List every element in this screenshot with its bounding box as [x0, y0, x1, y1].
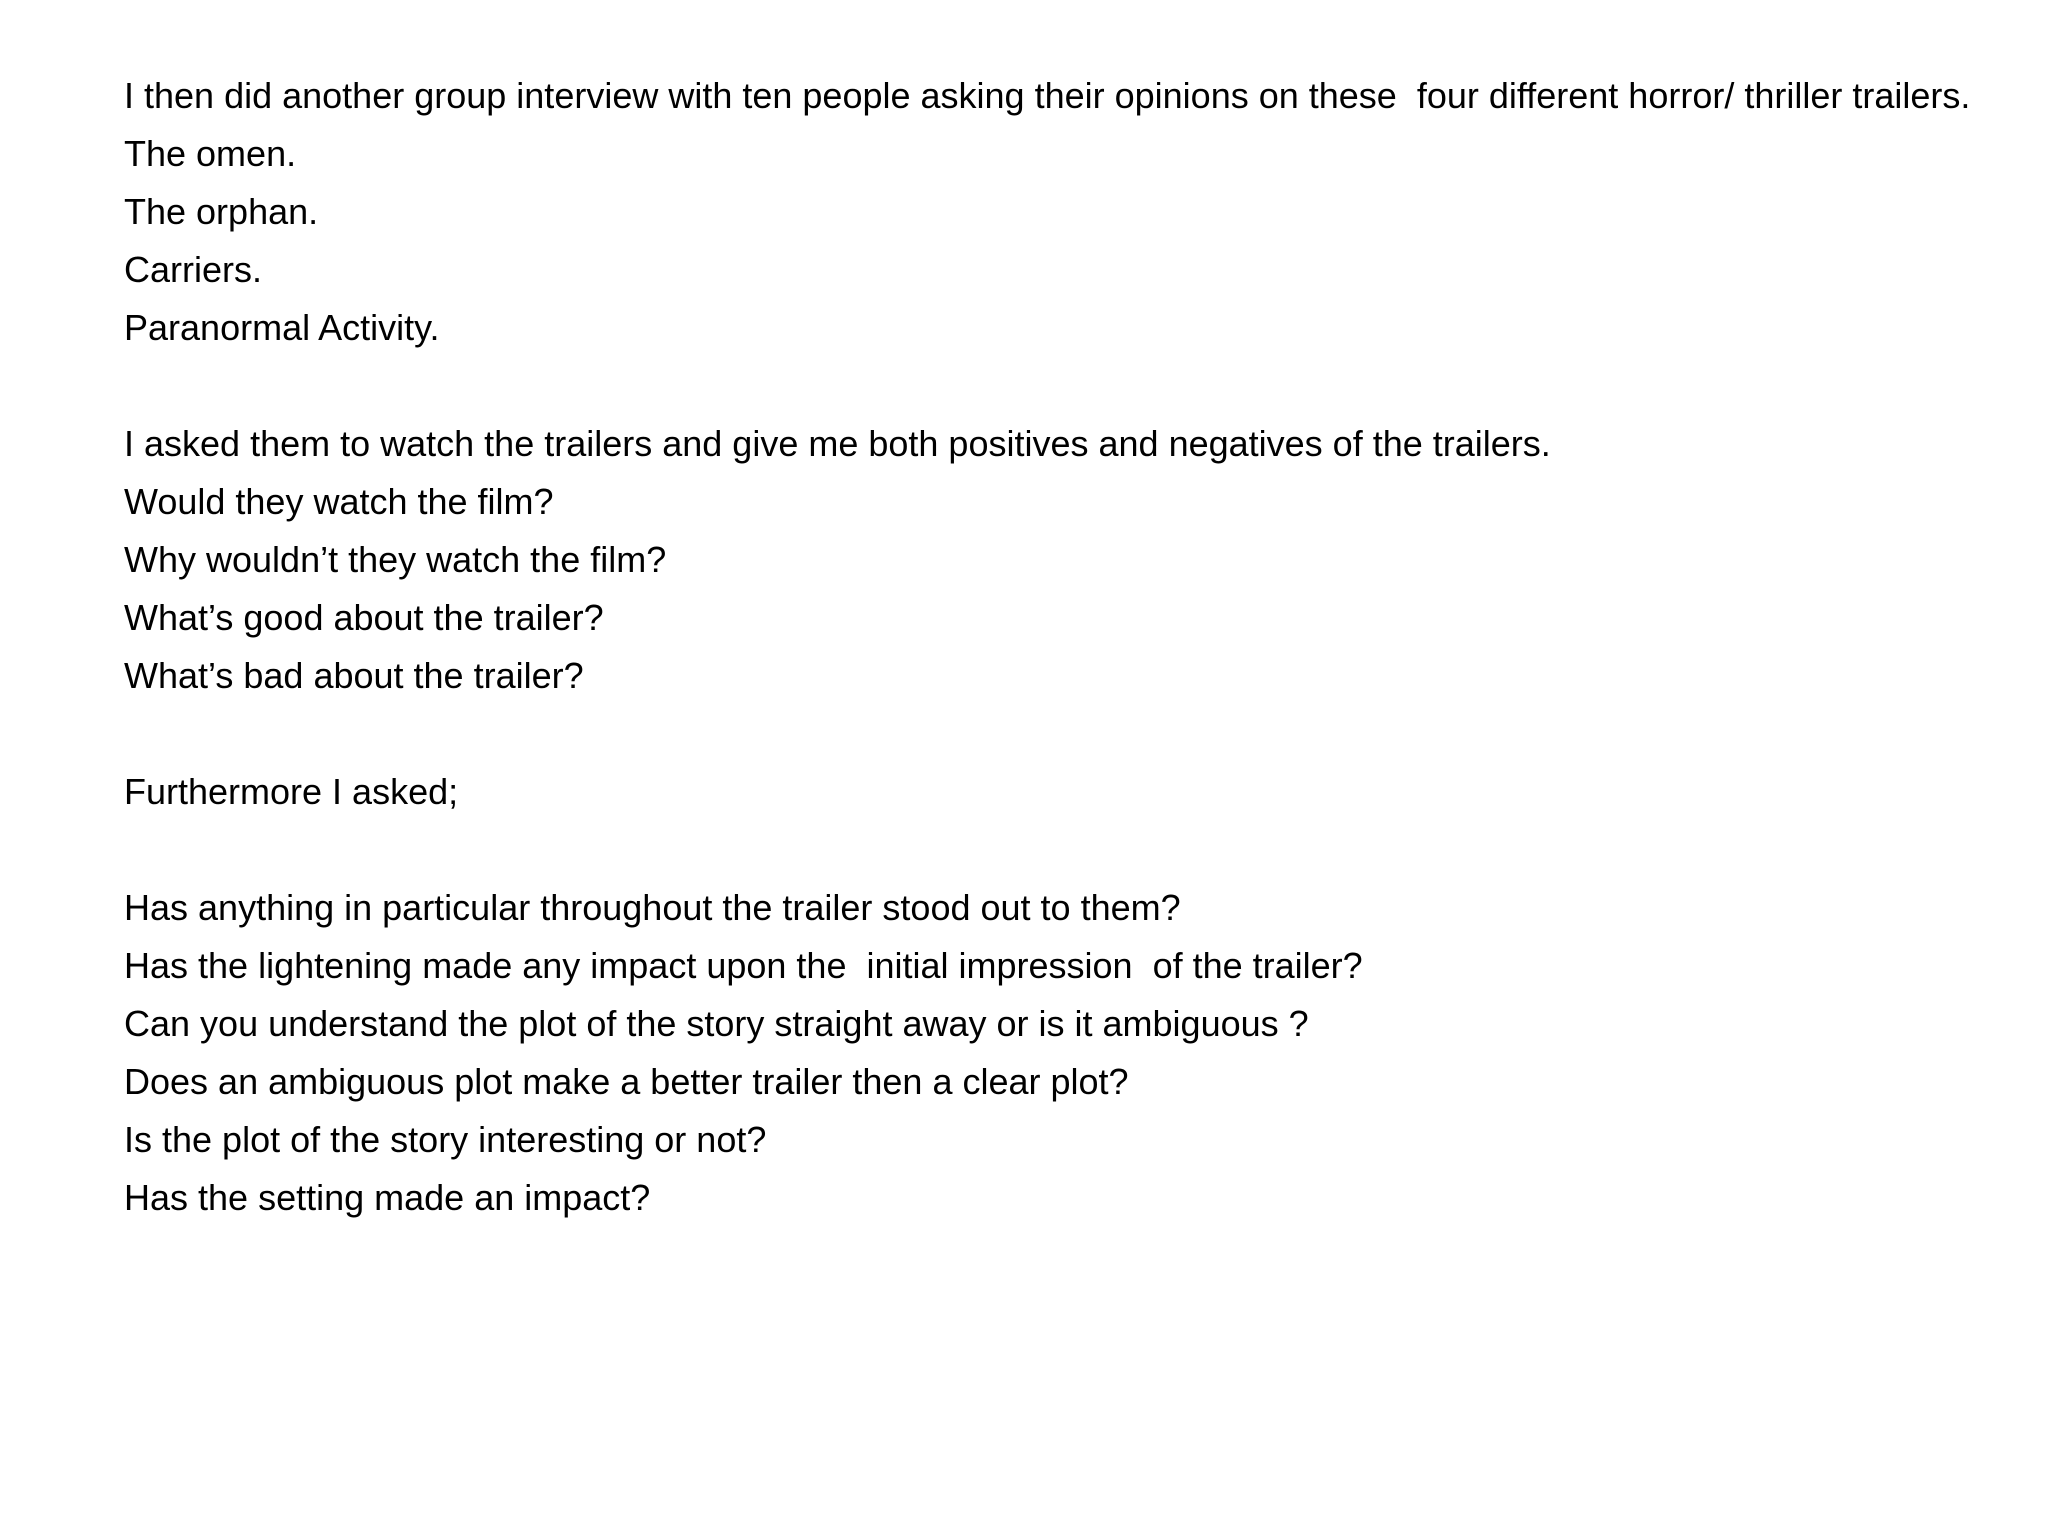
question-item: Can you understand the plot of the story straight away or is it ambiguous ?	[124, 1003, 1309, 1044]
question-item: Has the lightening made any impact upon the initial impression of the trailer?	[124, 945, 1363, 986]
question-item: Has anything in particular throughout the trailer stood out to them?	[124, 887, 1181, 928]
furthermore-paragraph: Furthermore I asked;	[124, 771, 459, 812]
intro-paragraph: I then did another group interview with ten people asking their opinions on these four different horror/ thriller trailers.	[124, 75, 1971, 116]
instruction-paragraph: I asked them to watch the trailers and give me both positives and negatives of the trailers.	[124, 423, 1551, 464]
text-body	[124, 72, 1984, 1232]
spacer	[124, 362, 1984, 420]
spacer	[124, 826, 1984, 884]
trailer-item: Carriers.	[124, 249, 263, 290]
question-item: What’s bad about the trailer?	[124, 655, 584, 696]
trailer-item: Paranormal Activity.	[124, 307, 440, 348]
trailer-item: The omen.	[124, 133, 297, 174]
spacer	[124, 710, 1984, 768]
trailer-item: The orphan.	[124, 191, 319, 232]
question-item: What’s good about the trailer?	[124, 597, 604, 638]
question-item: Has the setting made an impact?	[124, 1177, 651, 1218]
question-item: Is the plot of the story interesting or not?	[124, 1119, 767, 1160]
question-item: Would they watch the film?	[124, 481, 554, 522]
question-item: Why wouldn’t they watch the film?	[124, 539, 667, 580]
question-item: Does an ambiguous plot make a better trailer then a clear plot?	[124, 1061, 1129, 1102]
